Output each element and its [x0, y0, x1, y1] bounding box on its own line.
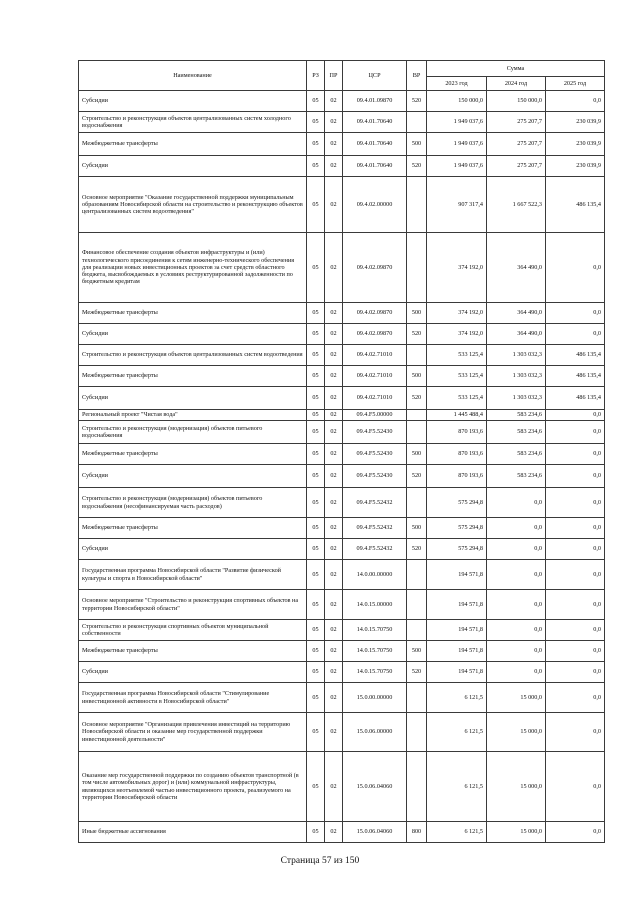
row-amount-2023: 533 125,4	[427, 345, 487, 366]
row-csr: 15.0.00.00000	[343, 683, 407, 713]
row-csr: 09.4.02.09870	[343, 303, 407, 324]
header-sum: Сумма	[427, 61, 605, 77]
row-amount-2024: 0,0	[487, 590, 546, 620]
row-vr: 500	[407, 641, 427, 662]
row-csr: 09.4.F5.52432	[343, 518, 407, 539]
table-body	[79, 91, 605, 843]
row-amount-2024: 275 207,7	[487, 112, 546, 133]
row-amount-2024: 0,0	[487, 488, 546, 518]
row-rz: 05	[307, 662, 325, 683]
row-name: Межбюджетные трансферты	[79, 303, 307, 324]
row-pr: 02	[325, 518, 343, 539]
row-csr: 09.4.02.71010	[343, 366, 407, 387]
row-amount-2024: 275 207,7	[487, 156, 546, 177]
row-amount-2025: 486 135,4	[546, 387, 605, 410]
row-rz: 05	[307, 91, 325, 112]
row-name: Государственная программа Новосибирской области "Стимулирование инвестиционной активности в Новосибирской области"	[79, 683, 307, 713]
row-csr: 09.4.02.71010	[343, 345, 407, 366]
table-row	[79, 112, 605, 133]
row-amount-2024: 0,0	[487, 560, 546, 590]
header-name: Наименование	[79, 61, 307, 91]
row-name: Основное мероприятие "Оказание государственной поддержки муниципальным образованиям Новосибирской области на строительство и реконструкцию объектов централизованных систем водоотведения"	[79, 177, 307, 233]
row-amount-2024: 1 303 032,3	[487, 345, 546, 366]
row-amount-2024: 1 667 522,3	[487, 177, 546, 233]
row-amount-2023: 870 193,6	[427, 444, 487, 465]
row-csr: 15.0.06.00000	[343, 713, 407, 752]
row-csr: 09.4.F5.52432	[343, 539, 407, 560]
row-name: Межбюджетные трансферты	[79, 133, 307, 156]
table-row	[79, 156, 605, 177]
row-amount-2023: 575 294,8	[427, 488, 487, 518]
row-amount-2023: 194 571,8	[427, 641, 487, 662]
row-pr: 02	[325, 91, 343, 112]
table-row	[79, 421, 605, 444]
row-vr	[407, 421, 427, 444]
row-pr: 02	[325, 177, 343, 233]
row-name: Иные бюджетные ассигнования	[79, 822, 307, 843]
row-name: Субсидии	[79, 324, 307, 345]
row-name: Субсидии	[79, 91, 307, 112]
row-rz: 05	[307, 620, 325, 641]
table-row	[79, 177, 605, 233]
row-pr: 02	[325, 641, 343, 662]
row-name: Строительство и реконструкция объектов централизованных систем холодного водоснабжения	[79, 112, 307, 133]
header-csr: ЦСР	[343, 61, 407, 91]
row-amount-2024: 1 303 032,3	[487, 366, 546, 387]
row-amount-2023: 150 000,0	[427, 91, 487, 112]
row-vr	[407, 488, 427, 518]
row-amount-2023: 533 125,4	[427, 387, 487, 410]
row-amount-2023: 1 949 037,6	[427, 156, 487, 177]
row-amount-2025: 0,0	[546, 303, 605, 324]
row-vr	[407, 410, 427, 421]
row-amount-2023: 907 317,4	[427, 177, 487, 233]
row-vr: 520	[407, 387, 427, 410]
header-vr: ВР	[407, 61, 427, 91]
row-amount-2024: 364 490,0	[487, 324, 546, 345]
row-vr	[407, 177, 427, 233]
row-pr: 02	[325, 133, 343, 156]
row-csr: 14.0.15.00000	[343, 590, 407, 620]
row-amount-2025: 0,0	[546, 620, 605, 641]
table-row	[79, 303, 605, 324]
row-name: Межбюджетные трансферты	[79, 444, 307, 465]
row-amount-2025: 0,0	[546, 91, 605, 112]
row-pr: 02	[325, 345, 343, 366]
row-amount-2024: 0,0	[487, 539, 546, 560]
row-amount-2025: 0,0	[546, 539, 605, 560]
row-amount-2025: 0,0	[546, 641, 605, 662]
row-amount-2024: 0,0	[487, 620, 546, 641]
row-amount-2024: 583 234,6	[487, 410, 546, 421]
row-rz: 05	[307, 560, 325, 590]
row-rz: 05	[307, 590, 325, 620]
row-amount-2023: 6 121,5	[427, 683, 487, 713]
row-name: Субсидии	[79, 465, 307, 488]
row-vr	[407, 713, 427, 752]
row-amount-2023: 194 571,8	[427, 662, 487, 683]
row-csr: 09.4.02.00000	[343, 177, 407, 233]
row-rz: 05	[307, 156, 325, 177]
row-pr: 02	[325, 560, 343, 590]
row-amount-2023: 6 121,5	[427, 752, 487, 822]
row-rz: 05	[307, 518, 325, 539]
table-row	[79, 444, 605, 465]
row-csr: 09.4.F5.52430	[343, 465, 407, 488]
table-row	[79, 488, 605, 518]
row-vr: 500	[407, 303, 427, 324]
row-amount-2024: 15 000,0	[487, 713, 546, 752]
row-rz: 05	[307, 713, 325, 752]
row-pr: 02	[325, 752, 343, 822]
row-amount-2025: 0,0	[546, 560, 605, 590]
row-amount-2025: 0,0	[546, 518, 605, 539]
row-name: Строительство и реконструкция объектов централизованных систем водоотведения	[79, 345, 307, 366]
row-pr: 02	[325, 683, 343, 713]
row-name: Субсидии	[79, 539, 307, 560]
table-row	[79, 465, 605, 488]
row-amount-2024: 583 234,6	[487, 421, 546, 444]
row-name: Государственная программа Новосибирской области "Развитие физической культуры и спорта в Новосибирской области"	[79, 560, 307, 590]
row-vr	[407, 752, 427, 822]
row-pr: 02	[325, 488, 343, 518]
row-rz: 05	[307, 421, 325, 444]
row-pr: 02	[325, 539, 343, 560]
row-amount-2024: 15 000,0	[487, 683, 546, 713]
row-rz: 05	[307, 387, 325, 410]
row-amount-2024: 0,0	[487, 641, 546, 662]
row-amount-2023: 533 125,4	[427, 366, 487, 387]
row-name: Субсидии	[79, 387, 307, 410]
row-amount-2024: 583 234,6	[487, 465, 546, 488]
row-amount-2023: 1 445 488,4	[427, 410, 487, 421]
row-amount-2024: 15 000,0	[487, 752, 546, 822]
row-amount-2024: 364 490,0	[487, 303, 546, 324]
table-row	[79, 560, 605, 590]
row-amount-2025: 0,0	[546, 488, 605, 518]
row-rz: 05	[307, 410, 325, 421]
row-amount-2025: 0,0	[546, 233, 605, 303]
table-row	[79, 133, 605, 156]
row-name: Финансовое обеспечение создания объектов инфраструктуры и (или) технологического присоединения к сетям инженерно-технического обеспечения для реализации новых инвестиционных проектов за счет средств областного бюджета, высвобождаемых в условиях реструктурированной задолженности по бюджетным кредитам	[79, 233, 307, 303]
table-row	[79, 324, 605, 345]
row-vr	[407, 112, 427, 133]
row-rz: 05	[307, 465, 325, 488]
row-vr: 500	[407, 133, 427, 156]
table-row	[79, 641, 605, 662]
row-amount-2023: 6 121,5	[427, 822, 487, 843]
row-name: Оказание мер государственной поддержки по созданию объектов транспортной (в том числе автомобильных дорог) и (или) коммунальной инфраструктуры, являющихся неотъемлемой частью инвестиционного проекта, реализуемого на территории Новосибирской области	[79, 752, 307, 822]
header-rz: РЗ	[307, 61, 325, 91]
row-amount-2025: 230 039,9	[546, 112, 605, 133]
row-amount-2025: 230 039,9	[546, 156, 605, 177]
row-amount-2023: 870 193,6	[427, 465, 487, 488]
row-rz: 05	[307, 303, 325, 324]
row-vr: 500	[407, 366, 427, 387]
row-rz: 05	[307, 366, 325, 387]
row-csr: 14.0.15.70750	[343, 620, 407, 641]
row-pr: 02	[325, 387, 343, 410]
row-amount-2024: 583 234,6	[487, 444, 546, 465]
row-csr: 09.4.F5.00000	[343, 410, 407, 421]
row-name: Межбюджетные трансферты	[79, 641, 307, 662]
row-amount-2024: 15 000,0	[487, 822, 546, 843]
row-vr: 520	[407, 156, 427, 177]
row-amount-2023: 870 193,6	[427, 421, 487, 444]
row-vr: 520	[407, 662, 427, 683]
row-amount-2023: 374 192,0	[427, 303, 487, 324]
row-amount-2025: 486 135,4	[546, 177, 605, 233]
table-row	[79, 539, 605, 560]
row-pr: 02	[325, 233, 343, 303]
table-row	[79, 387, 605, 410]
row-amount-2025: 0,0	[546, 421, 605, 444]
table-row	[79, 590, 605, 620]
row-csr: 09.4.F5.52432	[343, 488, 407, 518]
row-amount-2025: 0,0	[546, 465, 605, 488]
row-amount-2025: 0,0	[546, 683, 605, 713]
row-name: Основное мероприятие "Строительство и реконструкция спортивных объектов на территории Новосибирской области"	[79, 590, 307, 620]
row-csr: 14.0.15.70750	[343, 641, 407, 662]
budget-table	[78, 60, 605, 843]
row-pr: 02	[325, 324, 343, 345]
row-pr: 02	[325, 662, 343, 683]
row-amount-2023: 194 571,8	[427, 620, 487, 641]
row-csr: 14.0.15.70750	[343, 662, 407, 683]
row-csr: 09.4.F5.52430	[343, 444, 407, 465]
row-name: Субсидии	[79, 662, 307, 683]
row-amount-2023: 374 192,0	[427, 324, 487, 345]
row-vr: 500	[407, 518, 427, 539]
row-pr: 02	[325, 713, 343, 752]
table-row	[79, 91, 605, 112]
row-name: Строительство и реконструкция (модернизация) объектов питьевого водоснабжения	[79, 421, 307, 444]
header-year-2025: 2025 год	[546, 77, 605, 91]
row-name: Региональный проект "Чистая вода"	[79, 410, 307, 421]
row-pr: 02	[325, 822, 343, 843]
row-rz: 05	[307, 345, 325, 366]
row-csr: 14.0.00.00000	[343, 560, 407, 590]
row-pr: 02	[325, 410, 343, 421]
page-number: Страница 57 из 150	[280, 856, 360, 866]
row-vr: 520	[407, 324, 427, 345]
row-pr: 02	[325, 444, 343, 465]
row-amount-2023: 575 294,8	[427, 539, 487, 560]
header-year-2023: 2023 год	[427, 77, 487, 91]
row-vr	[407, 683, 427, 713]
row-vr	[407, 620, 427, 641]
row-csr: 09.4.01.70640	[343, 112, 407, 133]
row-vr: 520	[407, 539, 427, 560]
row-csr: 09.4.F5.52430	[343, 421, 407, 444]
row-rz: 05	[307, 822, 325, 843]
row-name: Строительство и реконструкция (модернизация) объектов питьевого водоснабжения (несофинансируемая часть расходов)	[79, 488, 307, 518]
header-year-2024: 2024 год	[487, 77, 546, 91]
row-rz: 05	[307, 752, 325, 822]
row-vr: 520	[407, 465, 427, 488]
row-amount-2023: 575 294,8	[427, 518, 487, 539]
table-row	[79, 713, 605, 752]
row-amount-2024: 150 000,0	[487, 91, 546, 112]
row-amount-2023: 374 192,0	[427, 233, 487, 303]
row-amount-2024: 0,0	[487, 662, 546, 683]
row-vr	[407, 560, 427, 590]
row-rz: 05	[307, 539, 325, 560]
table-row	[79, 620, 605, 641]
row-amount-2025: 0,0	[546, 662, 605, 683]
row-amount-2023: 194 571,8	[427, 590, 487, 620]
row-pr: 02	[325, 112, 343, 133]
row-name: Межбюджетные трансферты	[79, 366, 307, 387]
row-rz: 05	[307, 133, 325, 156]
row-amount-2024: 275 207,7	[487, 133, 546, 156]
row-pr: 02	[325, 366, 343, 387]
row-amount-2023: 6 121,5	[427, 713, 487, 752]
row-name: Строительство и реконструкция спортивных объектов муниципальной собственности	[79, 620, 307, 641]
row-amount-2025: 0,0	[546, 324, 605, 345]
row-pr: 02	[325, 620, 343, 641]
row-rz: 05	[307, 177, 325, 233]
row-amount-2025: 0,0	[546, 713, 605, 752]
row-csr: 09.4.01.70640	[343, 156, 407, 177]
row-amount-2025: 0,0	[546, 752, 605, 822]
row-pr: 02	[325, 156, 343, 177]
table-row	[79, 233, 605, 303]
row-name: Основное мероприятие "Организация привлечения инвестиций на территорию Новосибирской области и оказание мер государственной поддержки инвестиционной деятельности"	[79, 713, 307, 752]
row-vr	[407, 233, 427, 303]
row-amount-2023: 194 571,8	[427, 560, 487, 590]
row-amount-2025: 230 039,9	[546, 133, 605, 156]
row-csr: 09.4.02.09870	[343, 324, 407, 345]
row-amount-2023: 1 949 037,6	[427, 112, 487, 133]
row-rz: 05	[307, 444, 325, 465]
row-amount-2025: 486 135,4	[546, 366, 605, 387]
row-amount-2025: 0,0	[546, 822, 605, 843]
table-row	[79, 518, 605, 539]
row-csr: 09.4.01.09870	[343, 91, 407, 112]
row-vr	[407, 345, 427, 366]
row-csr: 15.0.06.04060	[343, 752, 407, 822]
table-row	[79, 345, 605, 366]
row-amount-2024: 1 303 032,3	[487, 387, 546, 410]
row-amount-2024: 364 490,0	[487, 233, 546, 303]
row-amount-2023: 1 949 037,6	[427, 133, 487, 156]
row-amount-2025: 0,0	[546, 410, 605, 421]
row-csr: 15.0.06.04060	[343, 822, 407, 843]
table-row	[79, 822, 605, 843]
table-row	[79, 662, 605, 683]
row-pr: 02	[325, 465, 343, 488]
row-pr: 02	[325, 421, 343, 444]
row-vr: 500	[407, 444, 427, 465]
row-csr: 09.4.02.71010	[343, 387, 407, 410]
row-pr: 02	[325, 590, 343, 620]
row-amount-2025: 0,0	[546, 444, 605, 465]
row-amount-2024: 0,0	[487, 518, 546, 539]
row-rz: 05	[307, 112, 325, 133]
row-rz: 05	[307, 233, 325, 303]
row-rz: 05	[307, 324, 325, 345]
table-row	[79, 752, 605, 822]
row-vr: 800	[407, 822, 427, 843]
row-amount-2025: 486 135,4	[546, 345, 605, 366]
row-vr	[407, 590, 427, 620]
header-pr: ПР	[325, 61, 343, 91]
table-row	[79, 683, 605, 713]
table-row	[79, 410, 605, 421]
row-csr: 09.4.02.09870	[343, 233, 407, 303]
table-row	[79, 366, 605, 387]
row-name: Межбюджетные трансферты	[79, 518, 307, 539]
row-pr: 02	[325, 303, 343, 324]
row-amount-2025: 0,0	[546, 590, 605, 620]
row-name: Субсидии	[79, 156, 307, 177]
row-rz: 05	[307, 641, 325, 662]
row-csr: 09.4.01.70640	[343, 133, 407, 156]
row-rz: 05	[307, 683, 325, 713]
row-rz: 05	[307, 488, 325, 518]
row-vr: 520	[407, 91, 427, 112]
